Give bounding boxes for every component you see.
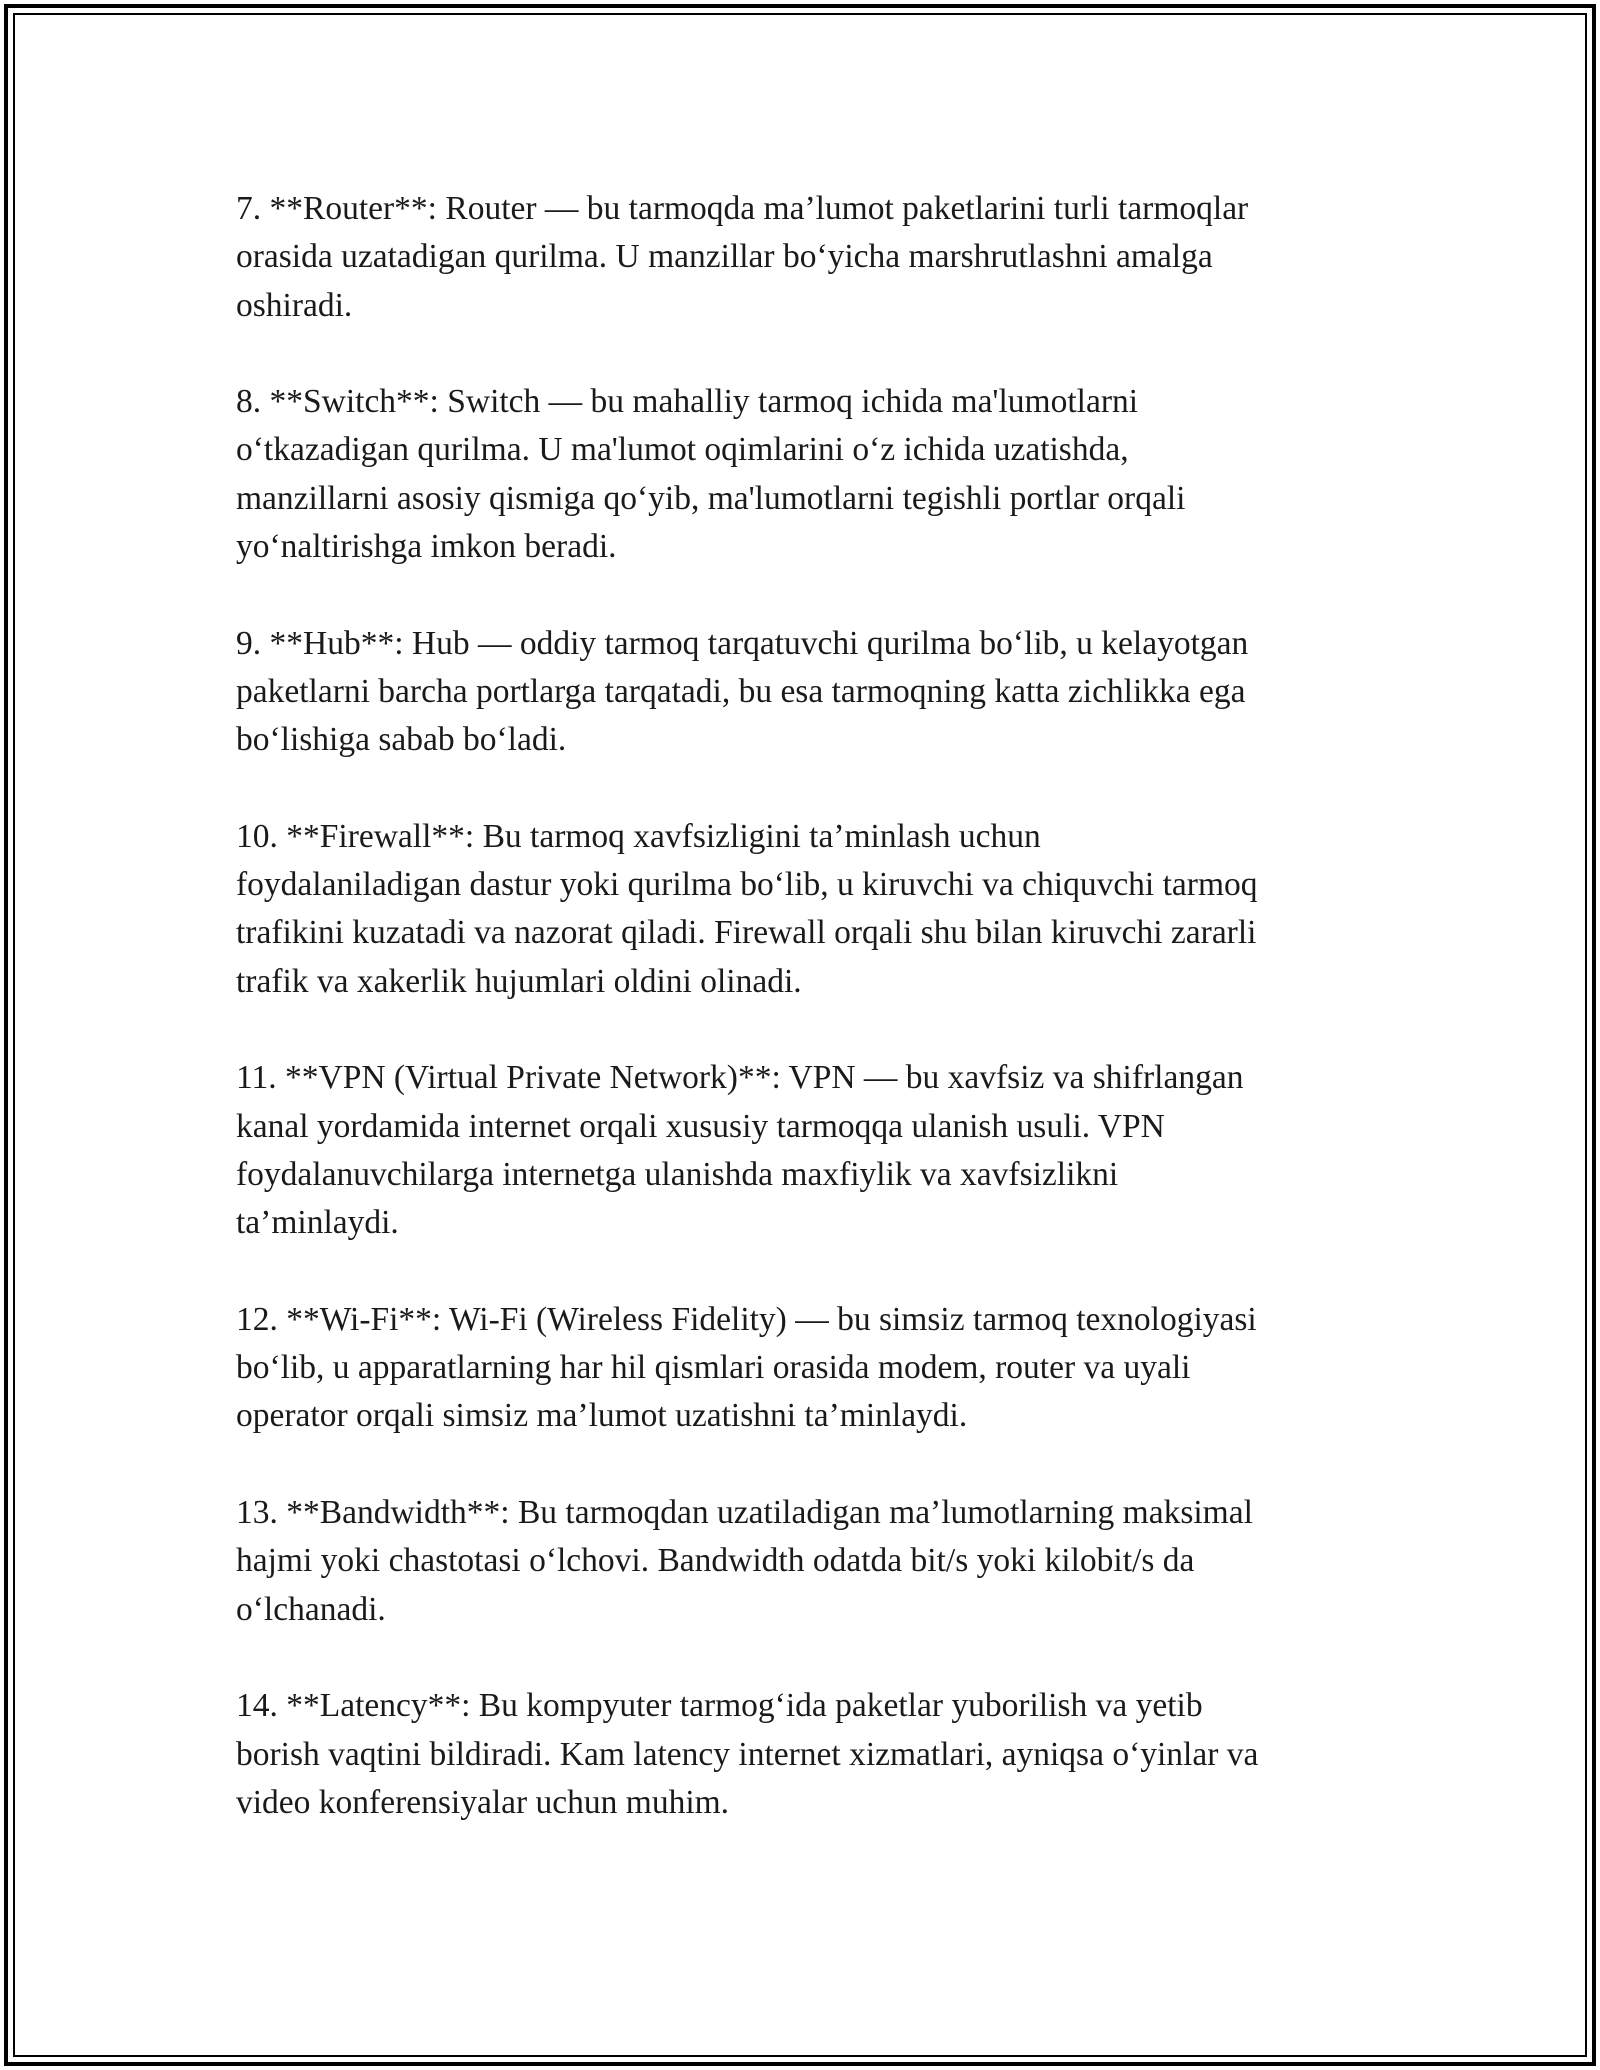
text-line: trafikini kuzatadi va nazorat qiladi. Firewall orqali shu bilan kiruvchi zararli: [236, 914, 1257, 952]
text-line: 12. **Wi-Fi**: Wi-Fi (Wireless Fidelity) — bu simsiz tarmoq texnologiyasi: [236, 1300, 1257, 1338]
text-line: 14. **Latency**: Bu kompyuter tarmog‘ida paketlar yuborilish va yetib: [236, 1687, 1203, 1725]
text-line: kanal yordamida internet orqali xususiy tarmoqqa ulanish usuli. VPN: [236, 1107, 1165, 1145]
text-line: yo‘naltirishga imkon beradi.: [236, 528, 617, 566]
text-line: 10. **Firewall**: Bu tarmoq xavfsizligini ta’minlash uchun: [236, 817, 1041, 855]
text-line: paketlarni barcha portlarga tarqatadi, bu esa tarmoqning katta zichlikka ega: [236, 672, 1246, 710]
text-line: 8. **Switch**: Switch — bu mahalliy tarmoq ichida ma'lumotlarni: [236, 383, 1139, 421]
text-line: operator orqali simsiz ma’lumot uzatishni ta’minlaydi.: [236, 1397, 968, 1435]
text-line: foydalaniladigan dastur yoki qurilma bo‘lib, u kiruvchi va chiquvchi tarmoq: [236, 866, 1258, 904]
paragraph-firewall: [236, 813, 1376, 1006]
paragraph-wifi: [236, 1296, 1376, 1441]
text-line: 7. **Router**: Router — bu tarmoqda ma’lumot paketlarini turli tarmoqlar: [236, 190, 1249, 227]
document-body: [236, 185, 1376, 1875]
text-line: 9. **Hub**: Hub — oddiy tarmoq tarqatuvchi qurilma bo‘lib, u kelayotgan: [236, 624, 1249, 662]
text-line: ta’minlaydi.: [236, 1204, 399, 1242]
text-line: trafik va xakerlik hujumlari oldini olinadi.: [236, 962, 802, 1000]
paragraph-vpn: [236, 1054, 1376, 1247]
text-line: o‘lchanadi.: [236, 1590, 386, 1628]
paragraph-latency: [236, 1682, 1376, 1827]
paragraph-hub: [236, 620, 1376, 765]
text-line: o‘tkazadigan qurilma. U ma'lumot oqimlarini o‘z ichida uzatishda,: [236, 431, 1129, 469]
paragraph-bandwidth: [236, 1489, 1376, 1634]
text-line: oshiradi.: [236, 286, 353, 324]
text-line: borish vaqtini bildiradi. Kam latency internet xizmatlari, ayniqsa o‘yinlar va: [236, 1735, 1259, 1773]
text-line: orasida uzatadigan qurilma. U manzillar bo‘yicha marshrutlashni amalga: [236, 238, 1213, 276]
text-line: 13. **Bandwidth**: Bu tarmoqdan uzatiladigan ma’lumotlarning maksimal: [236, 1494, 1253, 1532]
text-line: foydalanuvchilarga internetga ulanishda maxfiylik va xavfsizlikni: [236, 1155, 1119, 1193]
text-line: 11. **VPN (Virtual Private Network)**: VPN — bu xavfsiz va shifrlangan: [236, 1059, 1244, 1097]
paragraph-router: [236, 185, 1376, 330]
text-line: bo‘lishiga sabab bo‘ladi.: [236, 721, 567, 759]
text-line: hajmi yoki chastotasi o‘lchovi. Bandwidth odatda bit/s yoki kilobit/s da: [236, 1542, 1195, 1580]
paragraph-switch: [236, 378, 1376, 571]
text-line: video konferensiyalar uchun muhim.: [236, 1783, 730, 1821]
text-line: manzillarni asosiy qismiga qo‘yib, ma'lumotlarni tegishli portlar orqali: [236, 479, 1186, 517]
text-line: bo‘lib, u apparatlarning har hil qismlari orasida modem, router va uyali: [236, 1349, 1191, 1387]
